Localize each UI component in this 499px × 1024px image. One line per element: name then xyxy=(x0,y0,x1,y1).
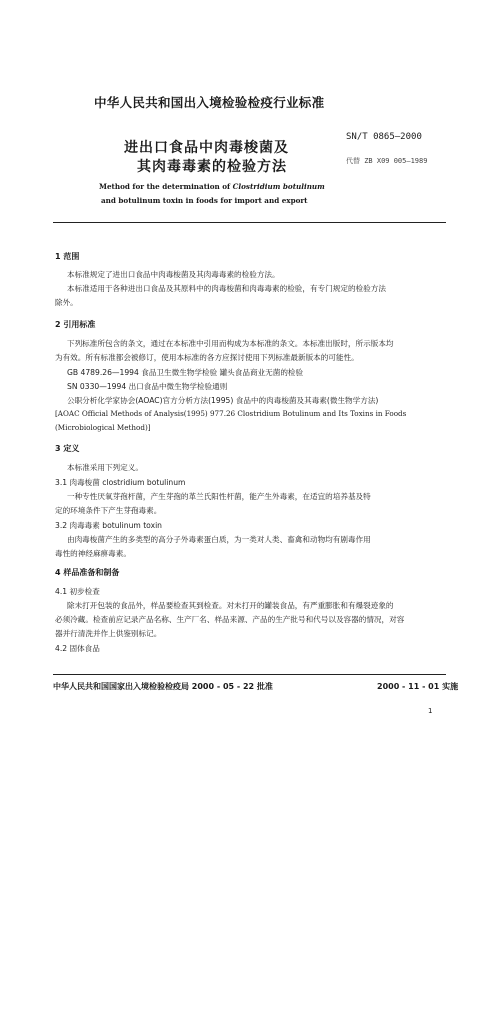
section-1-p2a: 本标准适用于各种进出口食品及其原料中的肉毒梭菌和肉毒毒素的检验，有专门规定的检验方法 xyxy=(67,284,386,293)
section-3-intro: 本标准采用下列定义。 xyxy=(67,463,143,472)
standard-number: SN/T 0865—2000 xyxy=(346,132,422,142)
section-1-p1: 本标准规定了进出口食品中肉毒梭菌及其肉毒毒素的检验方法。 xyxy=(67,270,280,279)
section-3-def2-term: 3.2 肉毒毒素 botulinum toxin xyxy=(55,521,162,530)
section-1-heading: 1 范围 xyxy=(55,252,80,261)
section-4-p1a: 除未打开包装的食品外，样品要检查其到检查。对未打开的罐装食品，有严重膨胀和有爆裂迹象的 xyxy=(67,601,394,610)
section-2-p1b: 为有效。所有标准都会被修订，使用本标准的各方应探讨使用下列标准最新版本的可能性。 xyxy=(55,353,359,362)
title-en-line1 xyxy=(99,182,325,191)
section-4-p1c: 器并行清洗并作上供鉴别标记。 xyxy=(55,629,162,638)
bottom-divider xyxy=(53,674,446,675)
replaces-standard: 代替 ZB X09 005—1989 xyxy=(346,157,428,165)
section-4-sub2: 4.2 固体食品 xyxy=(55,644,100,653)
implementation-date: 2000 - 11 - 01 实施 xyxy=(377,682,459,691)
title-cn-line1: 进出口食品中肉毒梭菌及 xyxy=(124,140,289,156)
title-cn-line2: 其肉毒毒素的检验方法 xyxy=(137,159,287,175)
section-3-heading: 3 定义 xyxy=(55,444,80,453)
section-4-p1b: 必须冷藏。检查前应记录产品名称、生产厂名、样品来源、产品的生产批号和代号以及容器的情况，对容 xyxy=(55,615,405,624)
title-en-line2: and botulinum toxin in foods for import and export xyxy=(101,196,308,205)
section-2-ref3a: 公职分析化学家协会(AOAC)官方分析方法(1995) 食品中的肉毒梭菌及其毒素(微生物学方法) xyxy=(67,396,379,405)
industry-standard-header: 中华人民共和国出入境检验检疫行业标准 xyxy=(94,95,325,110)
section-3-def1-b: 定的环境条件下产生芽孢毒素。 xyxy=(55,506,162,515)
section-1-p2b: 除外。 xyxy=(55,298,78,307)
section-4-heading: 4 样品准备和制备 xyxy=(55,568,120,577)
section-3-def2-b: 毒性的神经麻痹毒素。 xyxy=(55,549,131,558)
top-divider xyxy=(53,222,446,223)
section-3-def1-term: 3.1 肉毒梭菌 clostridium botulinum xyxy=(55,478,186,487)
section-4-sub1: 4.1 初步检查 xyxy=(55,587,100,596)
section-2-ref3b: [AOAC Official Methods of Analysis(1995) 977.26 Clostridium Botulinum and Its Toxins in Foods xyxy=(55,409,407,418)
section-2-p1a: 下列标准所包含的条文，通过在本标准中引用而构成为本标准的条文。本标准出版时，所示版本均 xyxy=(67,339,394,348)
page-number: 1 xyxy=(428,707,433,715)
approval-issuer: 中华人民共和国国家出入境检验检疫局 2000 - 05 - 22 批准 xyxy=(53,682,273,691)
section-3-def1-a: 一种专性厌氧芽孢杆菌，产生芽孢的革兰氏阳性杆菌，能产生外毒素，在适宜的培养基及特 xyxy=(67,492,371,501)
section-2-ref1: GB 4789.26—1994 食品卫生微生物学检验 罐头食品商业无菌的检验 xyxy=(67,368,304,377)
section-2-ref2: SN 0330—1994 出口食品中微生物学检验通则 xyxy=(67,382,228,391)
section-3-def2-a: 由肉毒梭菌产生的多类型的高分子外毒素蛋白质，为一类对人类、畜禽和动物均有剧毒作用 xyxy=(67,535,371,544)
section-2-ref3c: (Microbiological Method)] xyxy=(55,423,151,432)
title-en-line1-italic: Clostridium botulinum xyxy=(232,182,325,191)
title-en-line1-text: Method for the determination of xyxy=(99,182,233,191)
section-2-heading: 2 引用标准 xyxy=(55,320,96,329)
